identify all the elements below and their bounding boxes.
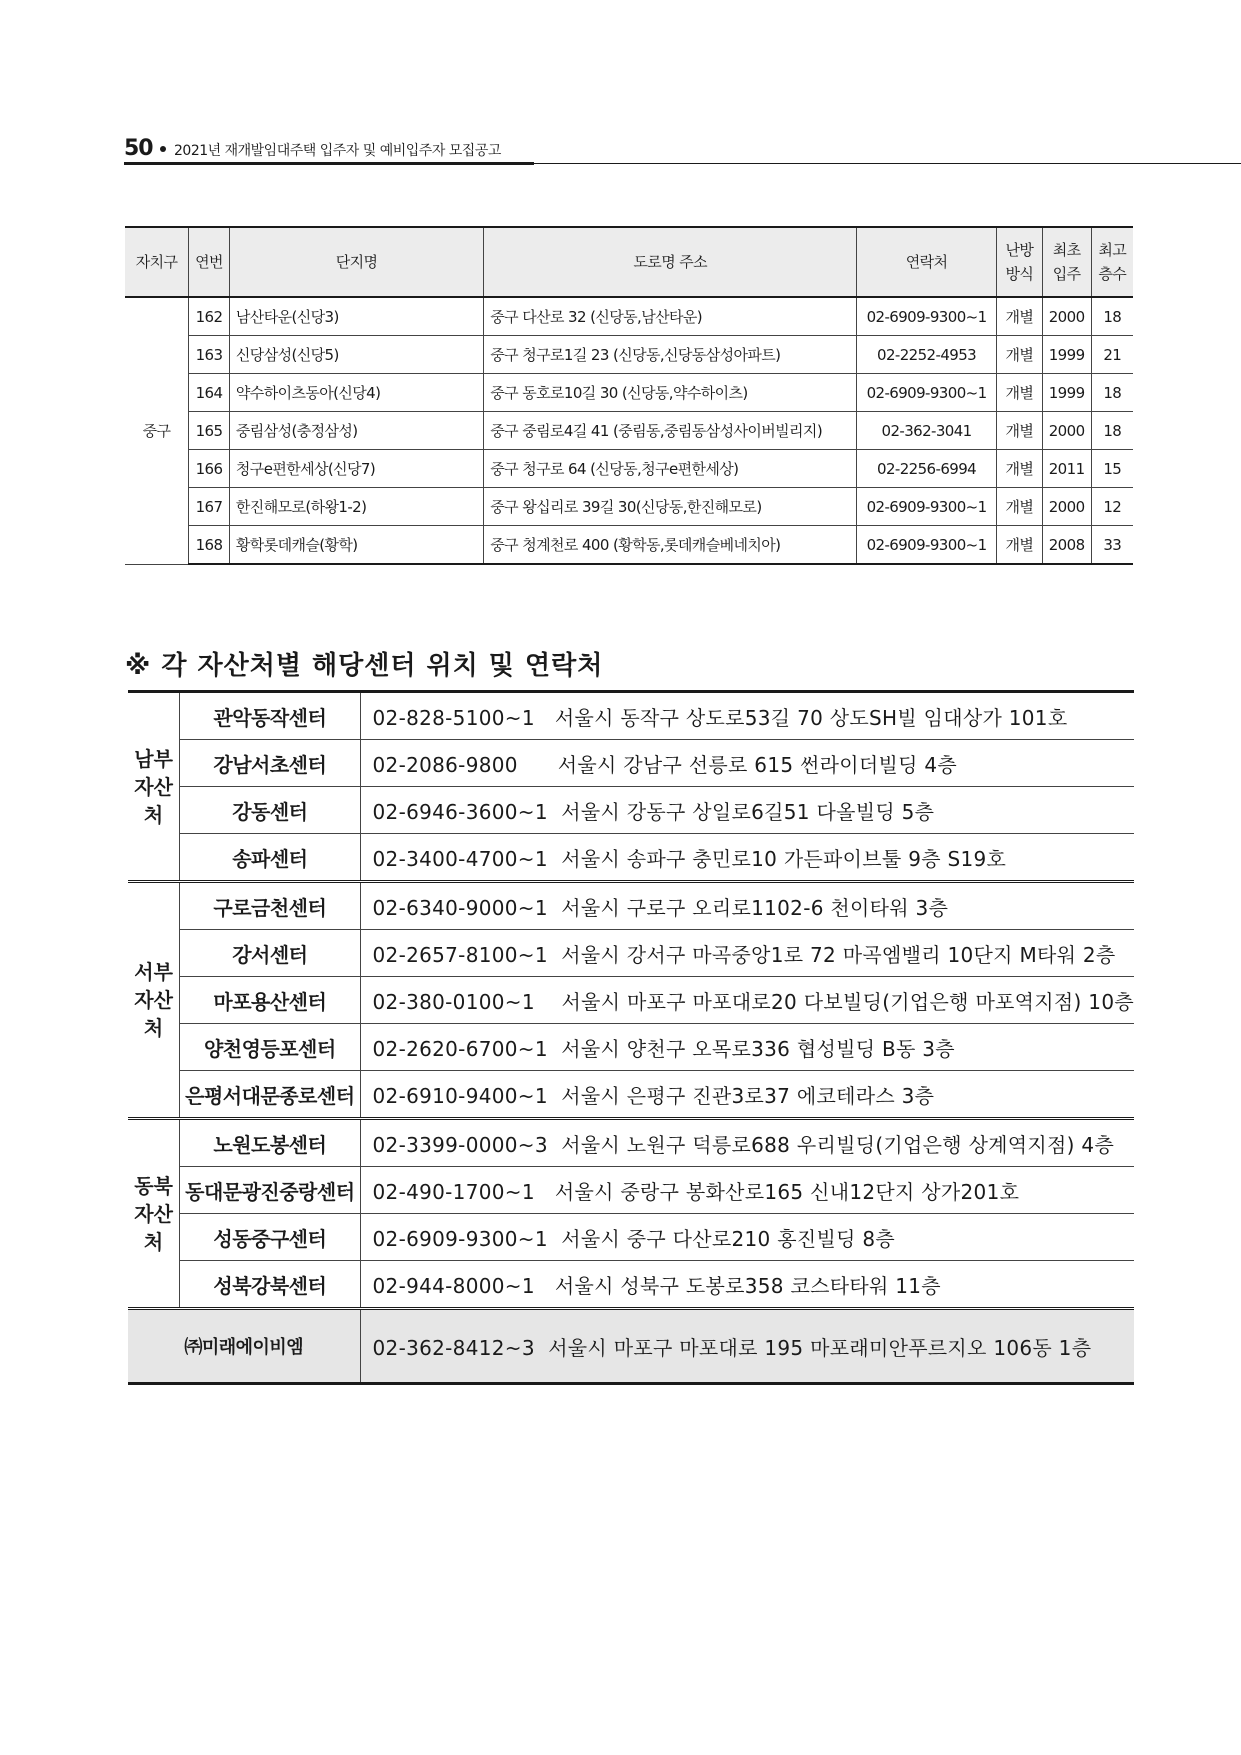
center-name: 노원도봉센터 xyxy=(180,1119,360,1167)
floors-cell: 18 xyxy=(1091,374,1133,412)
center-info xyxy=(360,1167,1134,1214)
center-info xyxy=(360,1214,1134,1261)
address-cell: 중구 청계천로 400 (황학동,롯데캐슬베네치아) xyxy=(484,526,857,565)
company-name: ㈜미래에이비엠 xyxy=(128,1309,360,1384)
group-label-l1: 남부 xyxy=(134,746,173,771)
table-row xyxy=(125,297,1133,336)
year-cell: 2000 xyxy=(1042,297,1091,336)
col-header-contact: 연락처 xyxy=(857,227,997,297)
col-header-max-floors xyxy=(1091,227,1133,297)
col-header-serial: 연번 xyxy=(189,227,230,297)
center-info xyxy=(360,1024,1134,1071)
center-address: 서울시 동작구 상도로53길 70 상도SH빌 임대상가 101호 xyxy=(554,705,1068,730)
center-info xyxy=(360,1071,1134,1119)
center-info xyxy=(360,834,1134,882)
floors-cell: 18 xyxy=(1091,297,1133,336)
center-phone: 02-3399-0000~3 xyxy=(372,1132,548,1157)
center-address: 서울시 중구 다산로210 홍진빌딩 8층 xyxy=(561,1226,896,1251)
center-name: 관악동작센터 xyxy=(180,692,360,740)
floors-cell: 18 xyxy=(1091,412,1133,450)
heating-cell: 개별 xyxy=(996,336,1042,374)
phone-cell: 02-6909-9300~1 xyxy=(857,374,997,412)
year-cell: 2000 xyxy=(1042,488,1091,526)
address-cell: 중구 청구로 64 (신당동,청구e편한세상) xyxy=(484,450,857,488)
center-name: 양천영등포센터 xyxy=(180,1024,360,1071)
floors-cell: 21 xyxy=(1091,336,1133,374)
name-cell: 청구e편한세상(신당7) xyxy=(229,450,483,488)
address-cell: 중구 중림로4길 41 (중림동,중림동삼성사이버빌리지) xyxy=(484,412,857,450)
col-header-name: 단지명 xyxy=(229,227,483,297)
name-cell: 신당삼성(신당5) xyxy=(229,336,483,374)
table-row xyxy=(125,488,1133,526)
floors-cell: 12 xyxy=(1091,488,1133,526)
address-cell: 중구 청구로1길 23 (신당동,신당동삼성아파트) xyxy=(484,336,857,374)
district-cell: 중구 xyxy=(125,297,189,564)
center-info xyxy=(360,930,1134,977)
group-label-l1: 서부 xyxy=(134,960,173,984)
phone-cell: 02-2256-6994 xyxy=(857,450,997,488)
center-phone: 02-828-5100~1 xyxy=(372,705,535,730)
center-name: 성북강북센터 xyxy=(180,1261,360,1309)
group-label-west xyxy=(128,882,180,1119)
center-address: 서울시 강남구 선릉로 615 썬라이더빌딩 4층 xyxy=(557,752,958,777)
complex-table xyxy=(125,226,1133,565)
serial-cell: 162 xyxy=(189,297,230,336)
name-cell: 중림삼성(충정삼성) xyxy=(229,412,483,450)
serial-cell: 168 xyxy=(189,526,230,565)
table-row xyxy=(128,977,1134,1024)
col-header-heating xyxy=(996,227,1042,297)
col-header-address: 도로명 주소 xyxy=(484,227,857,297)
center-phone: 02-944-8000~1 xyxy=(372,1273,535,1298)
phone-cell: 02-6909-9300~1 xyxy=(857,488,997,526)
table-row xyxy=(128,787,1134,834)
header-rule xyxy=(124,162,534,165)
address-cell: 중구 다산로 32 (신당동,남산타운) xyxy=(484,297,857,336)
group-label-south xyxy=(128,692,180,882)
floors-cell: 15 xyxy=(1091,450,1133,488)
year-cell: 1999 xyxy=(1042,374,1091,412)
serial-cell: 164 xyxy=(189,374,230,412)
company-address: 서울시 마포구 마포대로 195 마포래미안푸르지오 106동 1층 xyxy=(548,1335,1092,1360)
center-name: 은평서대문종로센터 xyxy=(180,1071,360,1119)
col-header-district: 자치구 xyxy=(125,227,189,297)
phone-cell: 02-6909-9300~1 xyxy=(857,526,997,565)
name-cell: 황학롯데캐슬(황학) xyxy=(229,526,483,565)
table-row xyxy=(128,1167,1134,1214)
company-phone: 02-362-8412~3 xyxy=(372,1335,535,1360)
year-cell: 2011 xyxy=(1042,450,1091,488)
center-address: 서울시 중랑구 봉화산로165 신내12단지 상가201호 xyxy=(554,1179,1020,1204)
col-header-floors-l1: 최고 xyxy=(1098,241,1127,259)
table-row xyxy=(128,930,1134,977)
table-row xyxy=(128,740,1134,787)
center-info xyxy=(360,882,1134,930)
serial-cell: 166 xyxy=(189,450,230,488)
center-address: 서울시 강동구 상일로6길51 다올빌딩 5층 xyxy=(561,799,935,824)
col-header-heating-l2: 방식 xyxy=(1005,265,1034,283)
col-header-heating-l1: 난방 xyxy=(1005,241,1034,259)
center-address: 서울시 양천구 오목로336 협성빌딩 B동 3층 xyxy=(561,1036,955,1061)
center-address: 서울시 강서구 마곡중앙1로 72 마곡엠밸리 10단지 M타워 2층 xyxy=(561,942,1116,967)
year-cell: 2008 xyxy=(1042,526,1091,565)
center-phone: 02-6340-9000~1 xyxy=(372,895,548,920)
center-phone: 02-380-0100~1 xyxy=(372,989,535,1014)
serial-cell: 163 xyxy=(189,336,230,374)
center-address: 서울시 노원구 덕릉로688 우리빌딩(기업은행 상계역지점) 4층 xyxy=(561,1132,1115,1157)
col-header-floors-l2: 층수 xyxy=(1098,265,1127,283)
center-info xyxy=(360,740,1134,787)
serial-cell: 165 xyxy=(189,412,230,450)
center-phone: 02-490-1700~1 xyxy=(372,1179,535,1204)
table-row xyxy=(128,1214,1134,1261)
centers-table xyxy=(128,690,1134,1385)
address-cell: 중구 왕십리로 39길 30(신당동,한진해모로) xyxy=(484,488,857,526)
group-label-l2: 자산처 xyxy=(134,774,173,827)
address-cell: 중구 동호로10길 30 (신당동,약수하이츠) xyxy=(484,374,857,412)
year-cell: 2000 xyxy=(1042,412,1091,450)
heating-cell: 개별 xyxy=(996,297,1042,336)
center-address: 서울시 성북구 도봉로358 코스타타워 11층 xyxy=(554,1273,941,1298)
table-row xyxy=(125,412,1133,450)
year-cell: 1999 xyxy=(1042,336,1091,374)
page-number: 50 xyxy=(124,136,153,161)
center-name: 마포용산센터 xyxy=(180,977,360,1024)
center-address: 서울시 구로구 오리로1102-6 천이타워 3층 xyxy=(561,895,949,920)
table-row xyxy=(125,374,1133,412)
center-address: 서울시 마포구 마포대로20 다보빌딩(기업은행 마포역지점) 10층 xyxy=(561,989,1134,1014)
name-cell: 남산타운(신당3) xyxy=(229,297,483,336)
col-header-first-l1: 최초 xyxy=(1052,241,1081,259)
header-rule-thin xyxy=(534,163,1241,164)
center-phone: 02-2620-6700~1 xyxy=(372,1036,548,1061)
heating-cell: 개별 xyxy=(996,412,1042,450)
group-label-l1: 동북 xyxy=(134,1173,173,1198)
center-phone: 02-2086-9800 xyxy=(372,752,518,777)
table-footer-row xyxy=(128,1309,1134,1384)
center-name: 강남서초센터 xyxy=(180,740,360,787)
table-row xyxy=(125,450,1133,488)
serial-cell: 167 xyxy=(189,488,230,526)
table-header-row xyxy=(125,227,1133,297)
floors-cell: 33 xyxy=(1091,526,1133,565)
group-label-l2: 자산처 xyxy=(134,988,173,1040)
document-title: 2021년 재개발임대주택 입주자 및 예비입주자 모집공고 xyxy=(174,143,501,159)
table-row xyxy=(128,1261,1134,1309)
table-row xyxy=(128,834,1134,882)
name-cell: 약수하이츠동아(신당4) xyxy=(229,374,483,412)
section-title: ※ 각 자산처별 해당센터 위치 및 연락처 xyxy=(125,651,604,681)
center-phone: 02-6910-9400~1 xyxy=(372,1083,548,1108)
group-label-northeast xyxy=(128,1119,180,1309)
table-row xyxy=(128,1119,1134,1167)
group-label-l2: 자산처 xyxy=(134,1201,173,1254)
table-row xyxy=(128,1024,1134,1071)
col-header-first-l2: 입주 xyxy=(1052,265,1081,283)
table-row xyxy=(128,882,1134,930)
phone-cell: 02-6909-9300~1 xyxy=(857,297,997,336)
table-row xyxy=(128,1071,1134,1119)
col-header-first-move-in xyxy=(1042,227,1091,297)
table-row xyxy=(125,336,1133,374)
heating-cell: 개별 xyxy=(996,526,1042,565)
table-row xyxy=(128,692,1134,740)
heating-cell: 개별 xyxy=(996,488,1042,526)
center-name: 강동센터 xyxy=(180,787,360,834)
center-phone: 02-6946-3600~1 xyxy=(372,799,548,824)
center-phone: 02-2657-8100~1 xyxy=(372,942,548,967)
phone-cell: 02-362-3041 xyxy=(857,412,997,450)
page-header xyxy=(124,132,1134,164)
center-address: 서울시 은평구 진관3로37 에코테라스 3층 xyxy=(561,1083,935,1108)
center-info xyxy=(360,1261,1134,1309)
center-name: 구로금천센터 xyxy=(180,882,360,930)
center-name: 송파센터 xyxy=(180,834,360,882)
center-phone: 02-3400-4700~1 xyxy=(372,846,548,871)
center-name: 성동중구센터 xyxy=(180,1214,360,1261)
center-info xyxy=(360,787,1134,834)
center-info xyxy=(360,692,1134,740)
heating-cell: 개별 xyxy=(996,450,1042,488)
center-info xyxy=(360,1119,1134,1167)
center-phone: 02-6909-9300~1 xyxy=(372,1226,548,1251)
table-row xyxy=(125,526,1133,565)
bullet-dot xyxy=(160,146,166,152)
center-name: 강서센터 xyxy=(180,930,360,977)
center-info xyxy=(360,977,1134,1024)
center-name: 동대문광진중랑센터 xyxy=(180,1167,360,1214)
heating-cell: 개별 xyxy=(996,374,1042,412)
company-info xyxy=(360,1309,1134,1384)
name-cell: 한진해모로(하왕1-2) xyxy=(229,488,483,526)
center-address: 서울시 송파구 충민로10 가든파이브툴 9층 S19호 xyxy=(561,846,1007,871)
phone-cell: 02-2252-4953 xyxy=(857,336,997,374)
